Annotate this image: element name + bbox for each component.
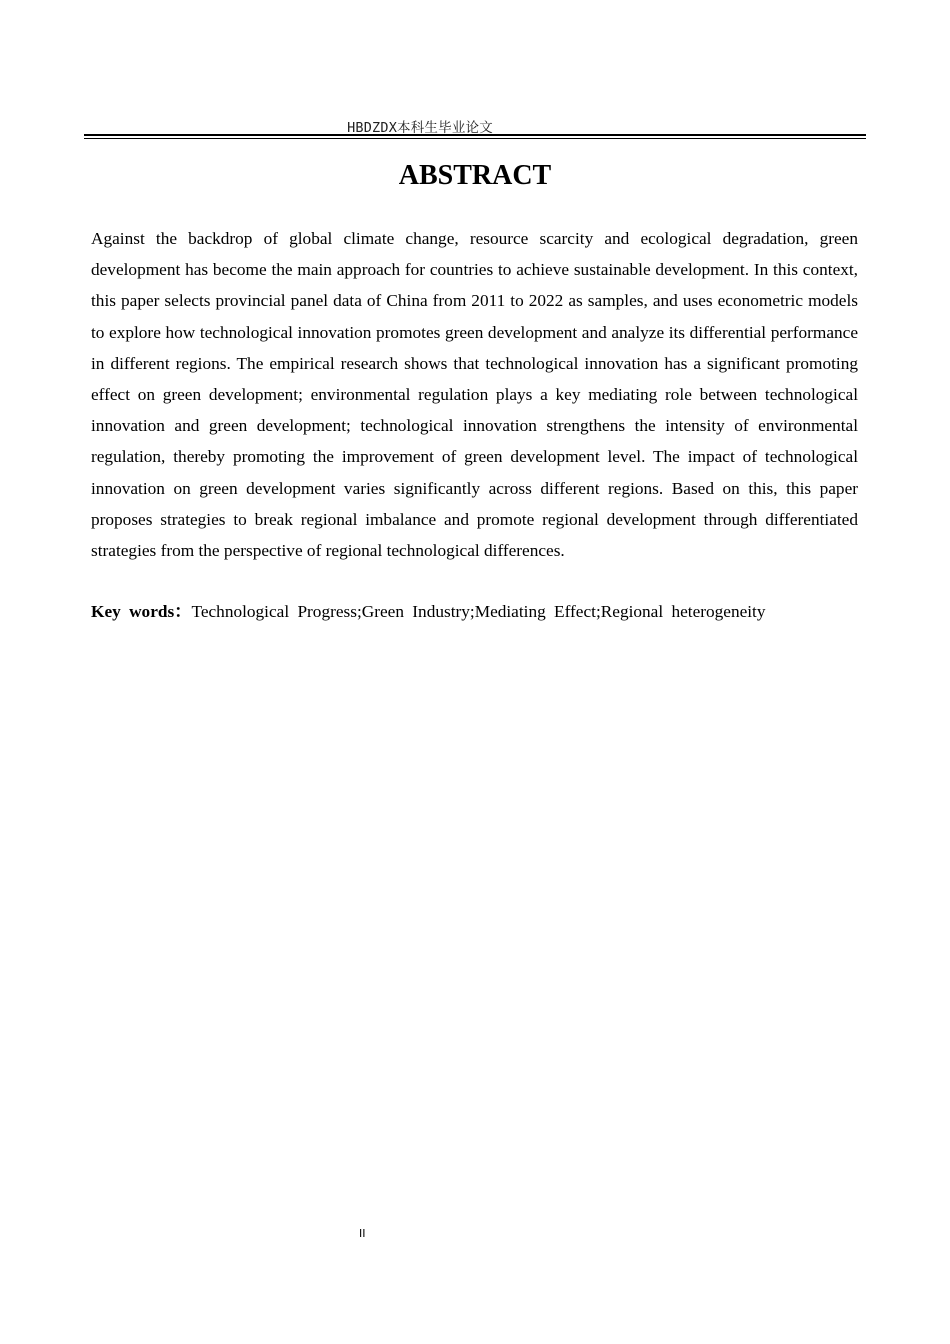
keywords-line xyxy=(91,596,858,627)
keywords-label: Key words： xyxy=(91,602,192,621)
header-double-rule xyxy=(84,134,866,139)
page-number: II xyxy=(359,1227,366,1240)
keywords-text: Technological Progress;Green Industry;Mediating Effect;Regional heterogeneity xyxy=(191,602,766,621)
running-header: HBDZDX本科生毕业论文 xyxy=(347,120,493,136)
abstract-title: ABSTRACT xyxy=(398,160,552,191)
abstract-body: Against the backdrop of global climate change, resource scarcity and ecological degradation, green development has become the main approach for countries to achieve sustainable development. In this context, this paper selects provincial panel data of China from 2011 to 2022 as samples, and uses econometric models to explore how technological innovation promotes green development and analyze its differential performance in different regions. The empirical research shows that technological innovation has a significant promoting effect on green development; environmental regulation plays a key mediating role between technological innovation and green development; technological innovation strengthens the intensity of environmental regulation, thereby promoting the improvement of green development level. The impact of technological innovation on green development varies significantly across different regions. Based on this, this paper proposes strategies to break regional imbalance and promote regional development through differentiated strategies from the perspective of regional technological differences. xyxy=(91,229,858,561)
